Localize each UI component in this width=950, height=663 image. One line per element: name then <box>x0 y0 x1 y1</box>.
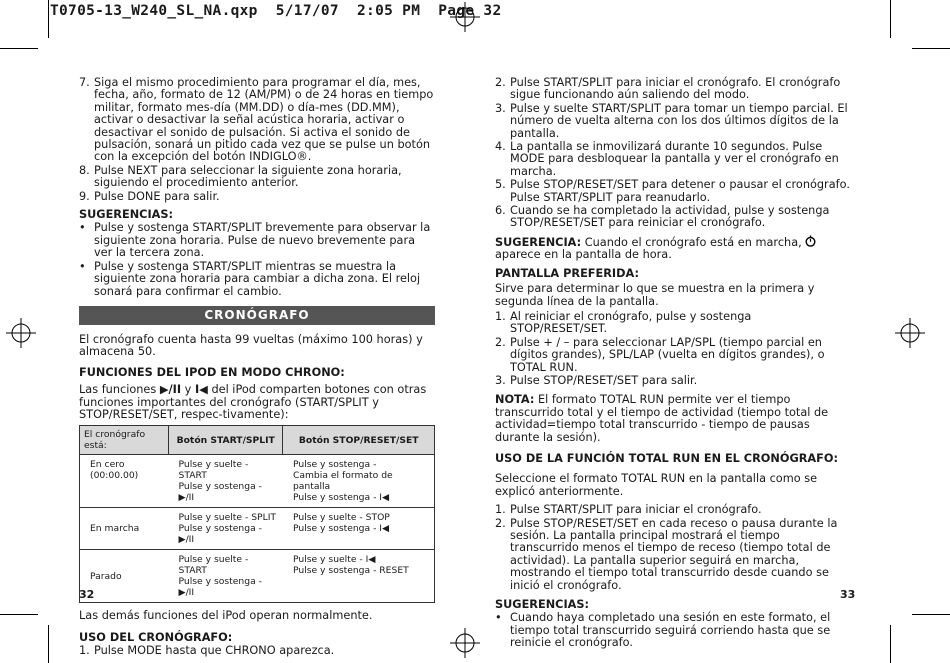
tips-heading: SUGERENCIAS: <box>79 208 174 222</box>
total-run-steps <box>495 504 851 592</box>
crop-mark <box>912 48 950 49</box>
table-row <box>80 550 435 603</box>
list-item: 1. Pulse START/SPLIT para iniciar el cronógrafo. <box>495 503 762 517</box>
table-cell: Pulse y suelte - START Pulse y sostenga - ▶/II <box>169 550 283 603</box>
ipod-paragraph: Las funciones ▶/II y I◀ del iPod comparten botones con otras funciones importantes del cronógrafo (START/SPLIT y STOP/RESET/SET, respec-tivamente): <box>79 383 427 421</box>
table-cell: En marcha <box>80 508 169 550</box>
table-cell: Parado <box>80 550 169 603</box>
registration-mark-left <box>6 318 36 348</box>
page-number-right: 33 <box>840 588 856 601</box>
tip-paragraph: SUGERENCIA: Cuando el cronógrafo está en marcha, aparece en la pantalla de hora. <box>495 235 851 262</box>
crop-mark <box>48 0 49 38</box>
list-item: 2. Pulse START/SPLIT para iniciar el cronógrafo. El cronógrafo sigue funcionando aún saliendo del modo. <box>495 76 841 102</box>
file-slug: T0705-13_W240_SL_NA.qxp 5/17/07 2:05 PM Page 32 <box>50 3 502 19</box>
use-steps <box>79 645 435 657</box>
list-item: • Pulse y sostenga START/SPLIT brevemente para observar la siguiente zona horaria. Pulse de nuevo brevemente para ver la tercera zona. <box>79 222 435 259</box>
preferred-display-steps <box>495 311 851 387</box>
crop-mark <box>48 625 49 663</box>
registration-mark-top <box>450 2 480 32</box>
ipod-heading: FUNCIONES DEL IPOD EN MODO CHRONO: <box>79 365 345 379</box>
list-item: 2. Pulse STOP/RESET/SET en cada receso o pausa durante la sesión. La pantalla principal mostrará el tiempo transcurrido menos el tiempo de receso (tiempo total de actividad). La pantalla superior seguirá en marcha, mostrando el tiempo total transcurrido desde cuando se inició el cronógrafo. <box>495 516 838 592</box>
table-cell: Pulse y suelte - START Pulse y sostenga - ▶/II <box>169 455 283 508</box>
use-heading: USO DEL CRONÓGRAFO: <box>79 630 233 644</box>
table-cell: En cero (00:00.00) <box>80 455 169 508</box>
table-header: Botón STOP/RESET/SET <box>283 426 435 455</box>
list-item: 3. Pulse STOP/RESET/SET para salir. <box>495 373 698 387</box>
play-pause-icon: ▶/II <box>159 383 182 397</box>
total-run-text: Seleccione el formato TOTAL RUN en la pantalla como se explicó anteriormente. <box>495 472 818 498</box>
tips-list <box>495 612 851 649</box>
chrono-intro: El cronógrafo cuenta hasta 99 vueltas (máximo 100 horas) y almacena 50. <box>79 332 423 359</box>
list-item: 7. Siga el mismo procedimiento para programar el día, mes, fecha, año, formato de 12 (AM/PM) o de 24 horas en tiempo militar, formato mes-día (MM.DD) o día-mes (DD.MM), activar o desactivar la señal acústica horaria, activar o desactivar el sonido de pulsación. Si activa el sonido de pulsación, sonará un pitido cada vez que se pulse un botón con la excepción del botón INDIGLO®. <box>79 76 434 164</box>
previous-track-icon: I◀ <box>194 383 208 397</box>
button-function-table <box>79 425 435 603</box>
list-item: 1. Al reiniciar el cronógrafo, pulse y sostenga STOP/RESET/SET. <box>495 309 752 336</box>
table-header: Botón START/SPLIT <box>169 426 283 455</box>
tips-heading: SUGERENCIAS: <box>495 598 590 612</box>
time-zone-steps <box>79 77 435 203</box>
table-cell: Pulse y suelte - I◀ Pulse y sostenga - RESET <box>283 550 435 603</box>
registration-mark-right <box>895 318 925 348</box>
table-cell: Pulse y suelte - STOP Pulse y sostenga - I◀ <box>283 508 435 550</box>
right-page <box>495 77 851 651</box>
crop-mark <box>0 614 38 615</box>
list-item: 1. Pulse MODE hasta que CHRONO aparezca. <box>79 644 335 658</box>
crop-mark <box>890 625 891 663</box>
table-header-row <box>80 426 435 455</box>
tips-list <box>79 222 435 297</box>
table-header: El cronógrafo está: <box>80 426 169 455</box>
crop-mark <box>890 0 891 38</box>
list-item: 2. Pulse + / – para seleccionar LAP/SPL (tiempo parcial en dígitos grandes), SPL/LAP (vuelta en dígitos grandes), o TOTAL RUN. <box>495 335 825 374</box>
crop-mark <box>0 48 38 49</box>
stopwatch-icon <box>805 235 816 247</box>
crop-mark <box>912 614 950 615</box>
page-number-left: 32 <box>79 588 95 601</box>
list-item: • Cuando haya completado una sesión en este formato, el tiempo total transcurrido seguirá corriendo hasta que se reinicie el cronógrafo. <box>495 612 851 649</box>
table-row <box>80 455 435 508</box>
table-cell: Pulse y sostenga - Cambia el formato de pantalla Pulse y sostenga - I◀ <box>283 455 435 508</box>
list-item: 5. Pulse STOP/RESET/SET para detener o pausar el cronógrafo. Pulse START/SPLIT para reanudarlo. <box>495 178 850 204</box>
preferred-display-text: Sirve para determinar lo que se muestra en la primera y segunda línea de la pantalla. <box>495 282 815 308</box>
total-run-heading: USO DE LA FUNCIÓN TOTAL RUN EN EL CRONÓGRAFO: <box>495 451 839 465</box>
preferred-display-heading: PANTALLA PREFERIDA: <box>495 266 639 280</box>
after-table-text: Las demás funciones del iPod operan normalmente. <box>79 609 373 623</box>
table-cell: Pulse y suelte - SPLIT Pulse y sostenga - ▶/II <box>169 508 283 550</box>
list-item: 6. Cuando se ha completado la actividad, pulse y sostenga STOP/RESET/SET para reiniciar el cronógrafo. <box>495 204 830 230</box>
chrono-steps <box>495 77 851 230</box>
table-row <box>80 508 435 550</box>
registration-mark-bottom <box>450 628 480 658</box>
note-paragraph: NOTA: El formato TOTAL RUN permite ver el tiempo transcurrido total y el tiempo de actividad (tiempo total de actividad=tiempo total transcurrido - tiempo de pausas durante la sesión). <box>495 393 829 444</box>
list-item: 4. La pantalla se inmovilizará durante 10 segundos. Pulse MODE para desbloquear la pantalla y ver el cronógrafo en marcha. <box>495 140 839 178</box>
list-item: 8. Pulse NEXT para seleccionar la siguiente zona horaria, siguiendo el procedimiento anterior. <box>79 163 402 190</box>
left-page <box>79 77 435 659</box>
list-item: 3. Pulse y suelte START/SPLIT para tomar un tiempo parcial. El número de vuelta alterna con los dos últimos dígitos de la pantalla. <box>495 101 848 140</box>
list-item: 9. Pulse DONE para salir. <box>79 189 220 203</box>
section-title: CRONÓGRAFO <box>79 306 435 325</box>
list-item: • Pulse y sostenga START/SPLIT mientras se muestra la siguiente zona horaria para cambiar a dicha zona. El reloj sonará para confirmar el cambio. <box>79 261 435 298</box>
